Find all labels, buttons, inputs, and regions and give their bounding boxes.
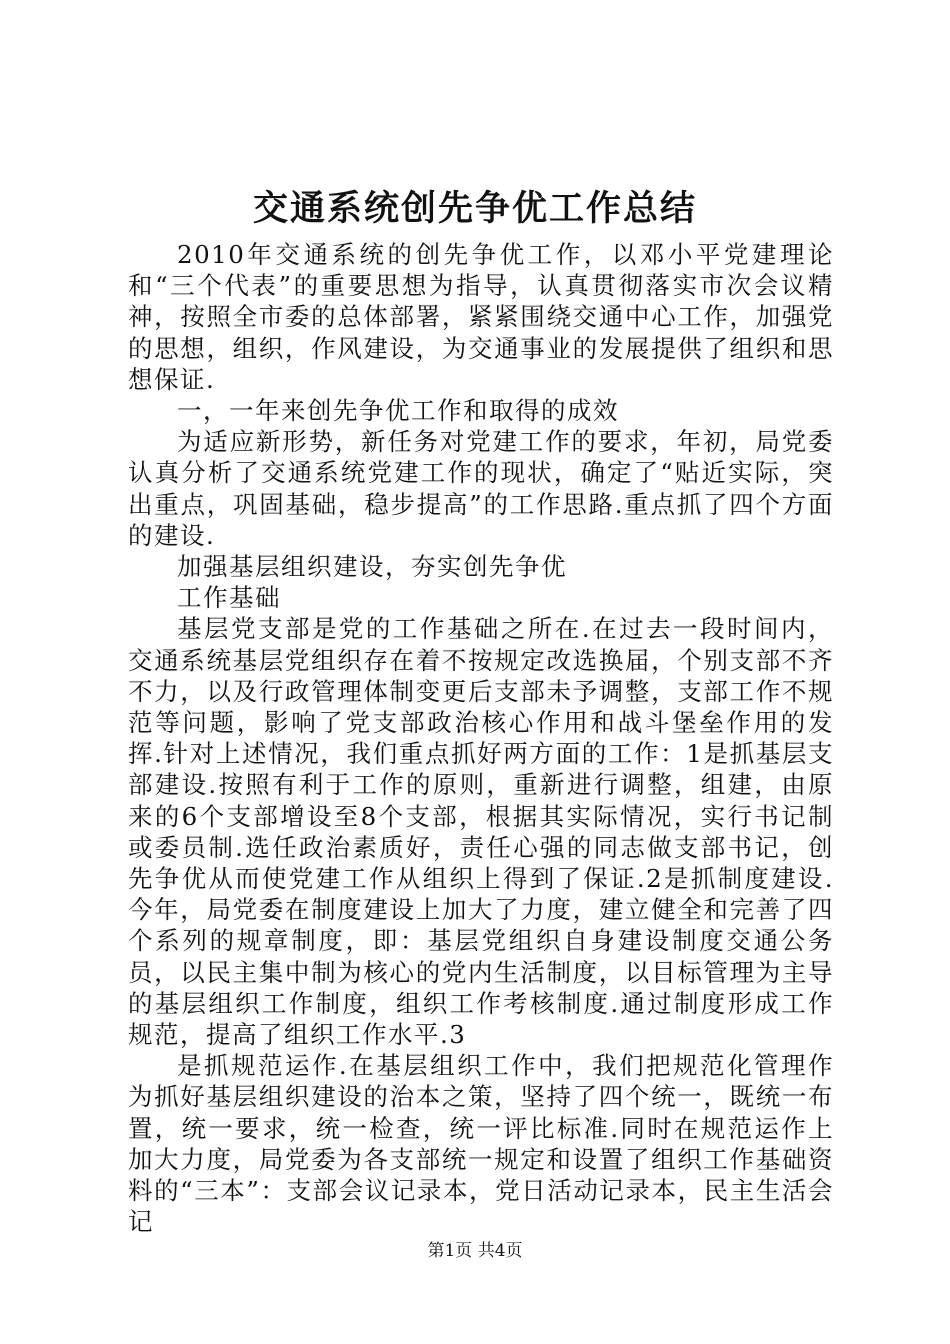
section-heading-1: 一，一年来创先争优工作和取得的成效 bbox=[177, 396, 619, 426]
page-number-footer: 第1页 共4页 bbox=[427, 1241, 523, 1261]
paragraph-work-approach: 为适应新形势，新任务对党建工作的要求，年初，局党委认真分析了交通系统党建工作的现状，确定了“贴近实际，突出重点，巩固基础，稳步提高”的工作思路.重点抓了四个方面的建设. bbox=[128, 427, 834, 550]
subheading-line-2: 工作基础 bbox=[177, 583, 281, 613]
paragraph-standard-operation: 是抓规范运作.在基层组织工作中，我们把规范化管理作为抓好基层组织建设的治本之策，坚持了四个统一，既统一布置，统一要求，统一检查，统一评比标准.同时在规范运作上加大力度，局党委为各支部统一规定和设置了组织工作基础资料的“三本”：支部会议记录本，党日活动记录本，民主生活会记 bbox=[128, 1051, 834, 1237]
paragraph-intro: 2010年交通系统的创先争优工作，以邓小平党建理论和“三个代表”的重要思想为指导，认真贯彻落实市次会议精神，按照全市委的总体部署，紧紧围绕交通中心工作，加强党的思想，组织，作风建设，为交通事业的发展提供了组织和思想保证. bbox=[128, 240, 834, 394]
document-body bbox=[128, 239, 834, 1238]
subheading-line-1: 加强基层组织建设，夯实创先争优 bbox=[177, 552, 567, 582]
paragraph-branch-building: 基层党支部是党的工作基础之所在.在过去一段时间内，交通系统基层党组织存在着不按规定改选换届，个别支部不齐不力，以及行政管理体制变更后支部未予调整，支部工作不规范等问题，影响了党支部政治核心作用和战斗堡垒作用的发挥.针对上述情况，我们重点抓好两方面的工作：1是抓基层支部建设.按照有利于工作的原则，重新进行调整，组建，由原来的6个支部增设至8个支部，根据其实际情况，实行书记制或委员制.选任政治素质好，责任心强的同志做支部书记，创先争优从而使党建工作从组织上得到了保证.2是抓制度建设.今年，局党委在制度建设上加大了力度，建立健全和完善了四个系列的规章制度，即：基层党组织自身建设制度交通公务员，以民主集中制为核心的党内生活制度，以目标管理为主导的基层组织工作制度，组织工作考核制度.通过制度形成工作规范，提高了组织工作水平.3 bbox=[128, 614, 834, 1050]
document-title: 交通系统创先争优工作总结 bbox=[252, 188, 697, 229]
